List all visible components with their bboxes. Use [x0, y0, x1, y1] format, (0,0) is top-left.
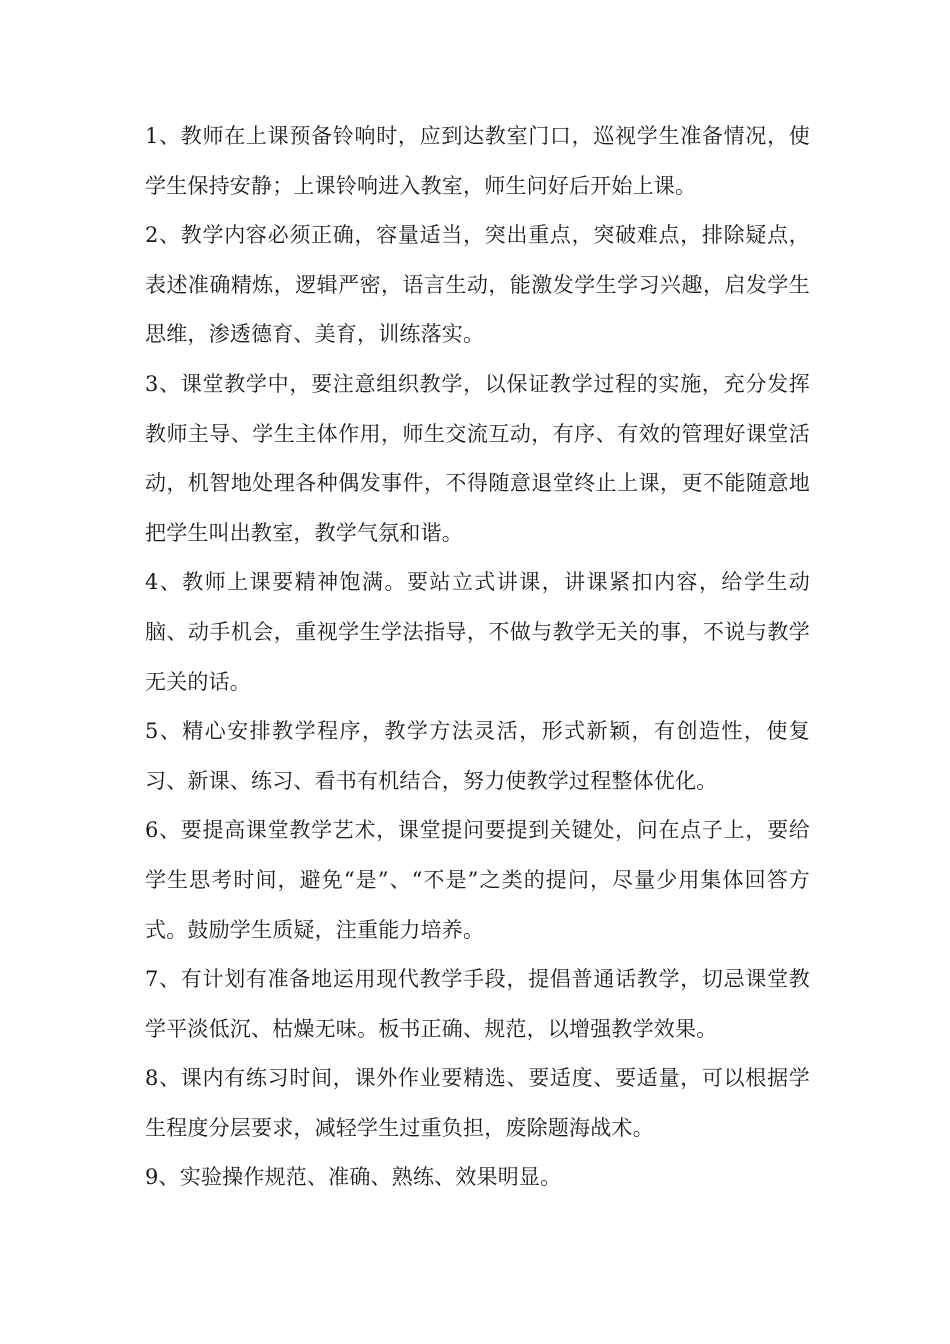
paragraph-5: 5、精心安排教学程序，教学方法灵活，形式新颖，有创造性，使复习、新课、练习、看书有机结合，努力使教学过程整体优化。	[145, 719, 810, 793]
document-body	[145, 112, 810, 1203]
paragraph-4: 4、教师上课要精神饱满。要站立式讲课，讲课紧扣内容，给学生动脑、动手机会，重视学生学法指导，不做与教学无关的事，不说与教学无关的话。	[145, 570, 810, 694]
paragraph-6: 6、要提高课堂教学艺术，课堂提问要提到关键处，问在点子上，要给学生思考时间，避免“是”、“不是”之类的提问，尽量少用集体回答方式。鼓励学生质疑，注重能力培养。	[145, 818, 810, 942]
paragraph-3: 3、课堂教学中，要注意组织教学，以保证教学过程的实施，充分发挥教师主导、学生主体作用，师生交流互动，有序、有效的管理好课堂活动，机智地处理各种偶发事件，不得随意退堂终止上课，更不能随意地把学生叫出教室，教学气氛和谐。	[145, 371, 810, 545]
paragraph-7: 7、有计划有准备地运用现代教学手段，提倡普通话教学，切忌课堂教学平淡低沉、枯燥无味。板书正确、规范，以增强教学效果。	[145, 967, 810, 1041]
paragraph-9: 9、实验操作规范、准确、熟练、效果明显。	[145, 1165, 562, 1190]
paragraph-2: 2、教学内容必须正确，容量适当，突出重点，突破难点，排除疑点，表述准确精炼，逻辑严密，语言生动，能激发学生学习兴趣，启发学生思维，渗透德育、美育，训练落实。	[145, 223, 810, 347]
paragraph-1: 1、教师在上课预备铃响时，应到达教室门口，巡视学生准备情况，使学生保持安静；上课铃响进入教室，师生问好后开始上课。	[145, 124, 810, 198]
paragraph-8: 8、课内有练习时间，课外作业要精选、要适度、要适量，可以根据学生程度分层要求，减轻学生过重负担，废除题海战术。	[145, 1066, 810, 1140]
